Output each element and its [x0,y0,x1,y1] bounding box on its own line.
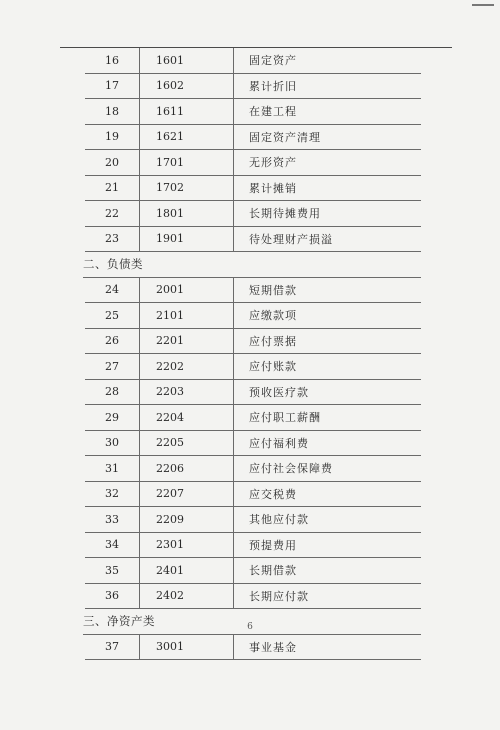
account-name: 累计摊销 [249,181,297,195]
account-code: 2401 [140,558,234,583]
account-name: 应付账款 [249,360,297,374]
account-name: 预提费用 [249,538,297,552]
account-code: 2202 [140,354,234,379]
account-code: 1621 [140,125,234,150]
account-name: 长期应付款 [249,589,309,603]
table-row [85,558,421,584]
accounts-table [85,48,421,660]
row-number: 35 [85,558,140,583]
account-code: 1701 [140,150,234,175]
row-number: 33 [85,507,140,532]
account-code: 1702 [140,176,234,201]
account-name: 累计折旧 [249,79,297,93]
table-row [85,380,421,406]
row-number: 28 [85,380,140,405]
account-name: 长期借款 [249,564,297,578]
row-number: 24 [85,278,140,303]
account-name: 待处理财产损溢 [249,232,333,246]
row-number: 21 [85,176,140,201]
account-code: 1602 [140,74,234,99]
table-row [85,48,421,74]
account-code: 3001 [140,635,234,660]
account-name: 在建工程 [249,105,297,119]
table-row [85,584,421,610]
row-number: 26 [85,329,140,354]
row-number: 31 [85,456,140,481]
row-number: 34 [85,533,140,558]
row-number: 20 [85,150,140,175]
account-code: 2402 [140,584,234,609]
section-heading: 三、净资产类 [83,609,421,635]
section-heading: 二、负债类 [83,252,421,278]
table-row [85,533,421,559]
account-name: 应交税费 [249,487,297,501]
row-number: 29 [85,405,140,430]
row-number: 17 [85,74,140,99]
account-name: 应付职工薪酬 [249,411,321,425]
account-code: 2203 [140,380,234,405]
table-row [85,456,421,482]
page-number: 6 [247,622,253,632]
table-row [85,74,421,100]
table-row [85,507,421,533]
account-name: 固定资产清理 [249,130,321,144]
account-code: 1801 [140,201,234,226]
account-name: 应付福利费 [249,436,309,450]
account-code: 2205 [140,431,234,456]
account-name: 其他应付款 [249,513,309,527]
account-code: 2201 [140,329,234,354]
table-row [85,405,421,431]
account-code: 2301 [140,533,234,558]
account-code: 2101 [140,303,234,328]
account-code: 2209 [140,507,234,532]
account-name: 固定资产 [249,54,297,68]
row-number: 32 [85,482,140,507]
table-row [85,482,421,508]
row-number: 19 [85,125,140,150]
row-number: 23 [85,227,140,252]
account-code: 2001 [140,278,234,303]
table-row [85,201,421,227]
account-code: 2207 [140,482,234,507]
row-number: 22 [85,201,140,226]
table-row [85,125,421,151]
table-row [85,635,421,661]
row-number: 25 [85,303,140,328]
account-code: 2206 [140,456,234,481]
table-row [85,176,421,202]
table-row [85,99,421,125]
account-name: 预收医疗款 [249,385,309,399]
row-number: 16 [85,48,140,73]
account-name: 无形资产 [249,156,297,170]
table-row [85,278,421,304]
table-row [85,329,421,355]
account-name: 应付社会保障费 [249,462,333,476]
account-code: 1601 [140,48,234,73]
account-name: 短期借款 [249,283,297,297]
row-number: 18 [85,99,140,124]
row-number: 30 [85,431,140,456]
account-name: 事业基金 [249,640,297,654]
row-number: 27 [85,354,140,379]
account-code: 2204 [140,405,234,430]
account-code: 1901 [140,227,234,252]
scan-edge-mark [472,4,494,6]
account-name: 长期待摊费用 [249,207,321,221]
account-name: 应付票据 [249,334,297,348]
row-number: 37 [85,635,140,660]
table-row [85,303,421,329]
account-name: 应缴款项 [249,309,297,323]
account-code: 1611 [140,99,234,124]
table-row [85,227,421,253]
table-row [85,354,421,380]
table-row [85,431,421,457]
table-row [85,150,421,176]
row-number: 36 [85,584,140,609]
